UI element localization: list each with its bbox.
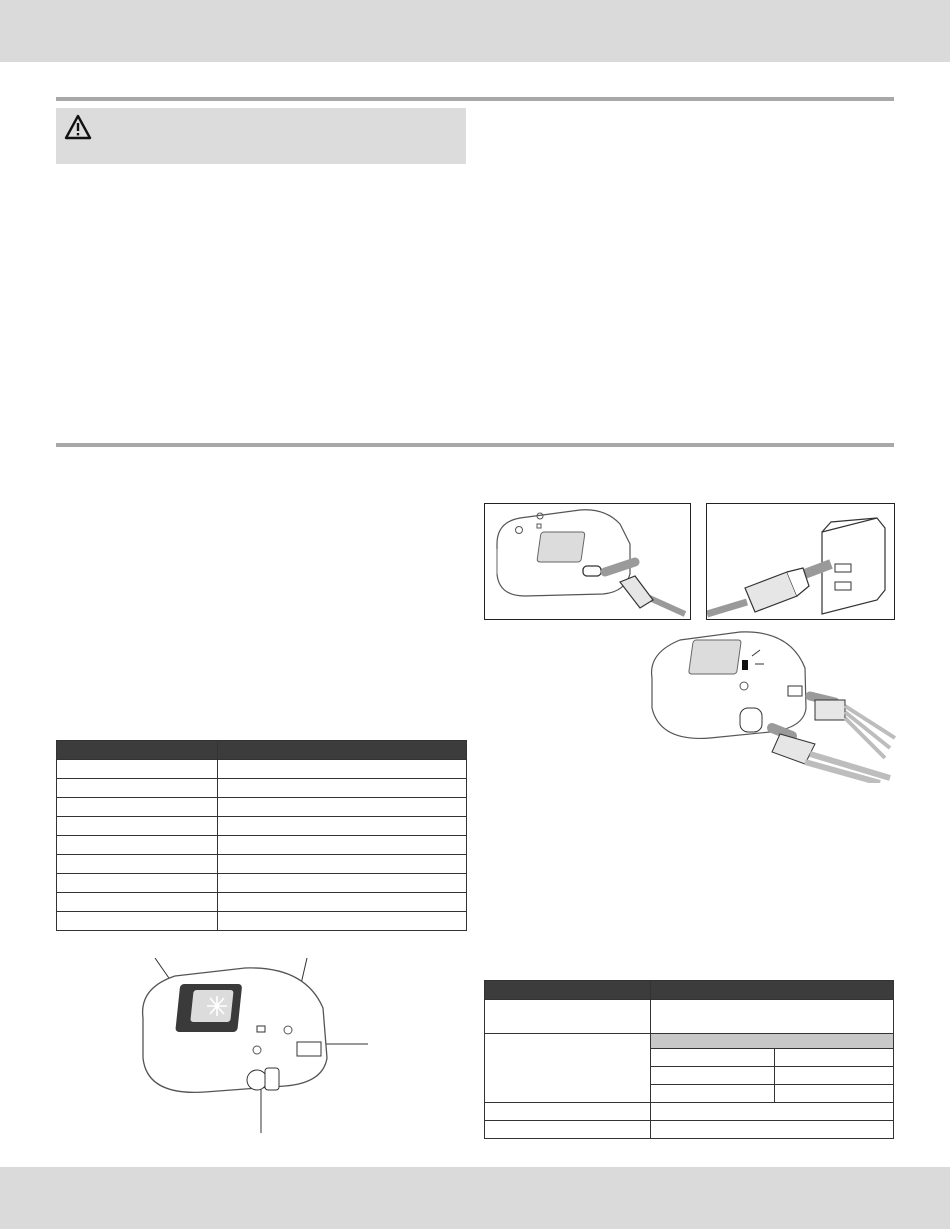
table-row	[485, 1034, 894, 1049]
table-cell	[651, 1067, 775, 1085]
table-row	[57, 855, 467, 874]
table-row	[57, 912, 467, 931]
table-cell	[651, 1049, 775, 1067]
table-row	[485, 1121, 894, 1139]
warning-notice	[56, 108, 466, 164]
table-cell	[57, 779, 218, 798]
device-overview-illustration	[135, 958, 370, 1133]
table-cell	[57, 798, 218, 817]
table-cell	[218, 817, 467, 836]
table-cell	[57, 893, 218, 912]
table-row	[57, 779, 467, 798]
table-header-cell	[651, 981, 894, 1000]
table-row	[57, 893, 467, 912]
table-cell	[218, 855, 467, 874]
table-cell	[775, 1067, 894, 1085]
table-subheader-cell	[651, 1034, 894, 1049]
table-cell	[651, 1000, 894, 1034]
table-cell	[218, 912, 467, 931]
reference-table	[484, 980, 894, 1139]
table-header-row	[485, 981, 894, 1000]
usb-c-connect-illustration	[484, 503, 691, 620]
table-cell	[57, 760, 218, 779]
warning-triangle-icon	[64, 114, 92, 140]
usb-adapter-connect-illustration	[706, 503, 895, 620]
table-row	[485, 1000, 894, 1034]
table-cell	[485, 1121, 651, 1139]
table-cell	[57, 817, 218, 836]
table-header-cell	[57, 741, 218, 760]
table-cell	[485, 1034, 651, 1103]
section-divider	[56, 443, 894, 447]
page-header-band	[0, 0, 950, 62]
table-cell	[57, 874, 218, 893]
table-cell	[57, 912, 218, 931]
table-header-cell	[485, 981, 651, 1000]
table-row	[57, 874, 467, 893]
table-row	[485, 1103, 894, 1121]
table-cell	[218, 874, 467, 893]
section-divider	[56, 97, 894, 101]
table-header-row	[57, 741, 467, 760]
table-cell	[485, 1103, 651, 1121]
table-cell	[651, 1103, 894, 1121]
connector-insertion-illustration	[640, 628, 900, 783]
table-header-cell	[218, 741, 467, 760]
table-cell	[57, 855, 218, 874]
table-row	[57, 760, 467, 779]
specification-table	[56, 740, 467, 931]
table-cell	[651, 1121, 894, 1139]
table-row	[57, 798, 467, 817]
table-cell	[218, 836, 467, 855]
table-cell	[218, 779, 467, 798]
table-cell	[218, 893, 467, 912]
table-cell	[218, 798, 467, 817]
table-cell	[651, 1085, 775, 1103]
table-cell	[57, 836, 218, 855]
table-cell	[775, 1085, 894, 1103]
table-row	[57, 817, 467, 836]
table-cell	[775, 1049, 894, 1067]
table-cell	[218, 760, 467, 779]
table-cell	[485, 1000, 651, 1034]
table-row	[57, 836, 467, 855]
page-footer-band	[0, 1167, 950, 1229]
